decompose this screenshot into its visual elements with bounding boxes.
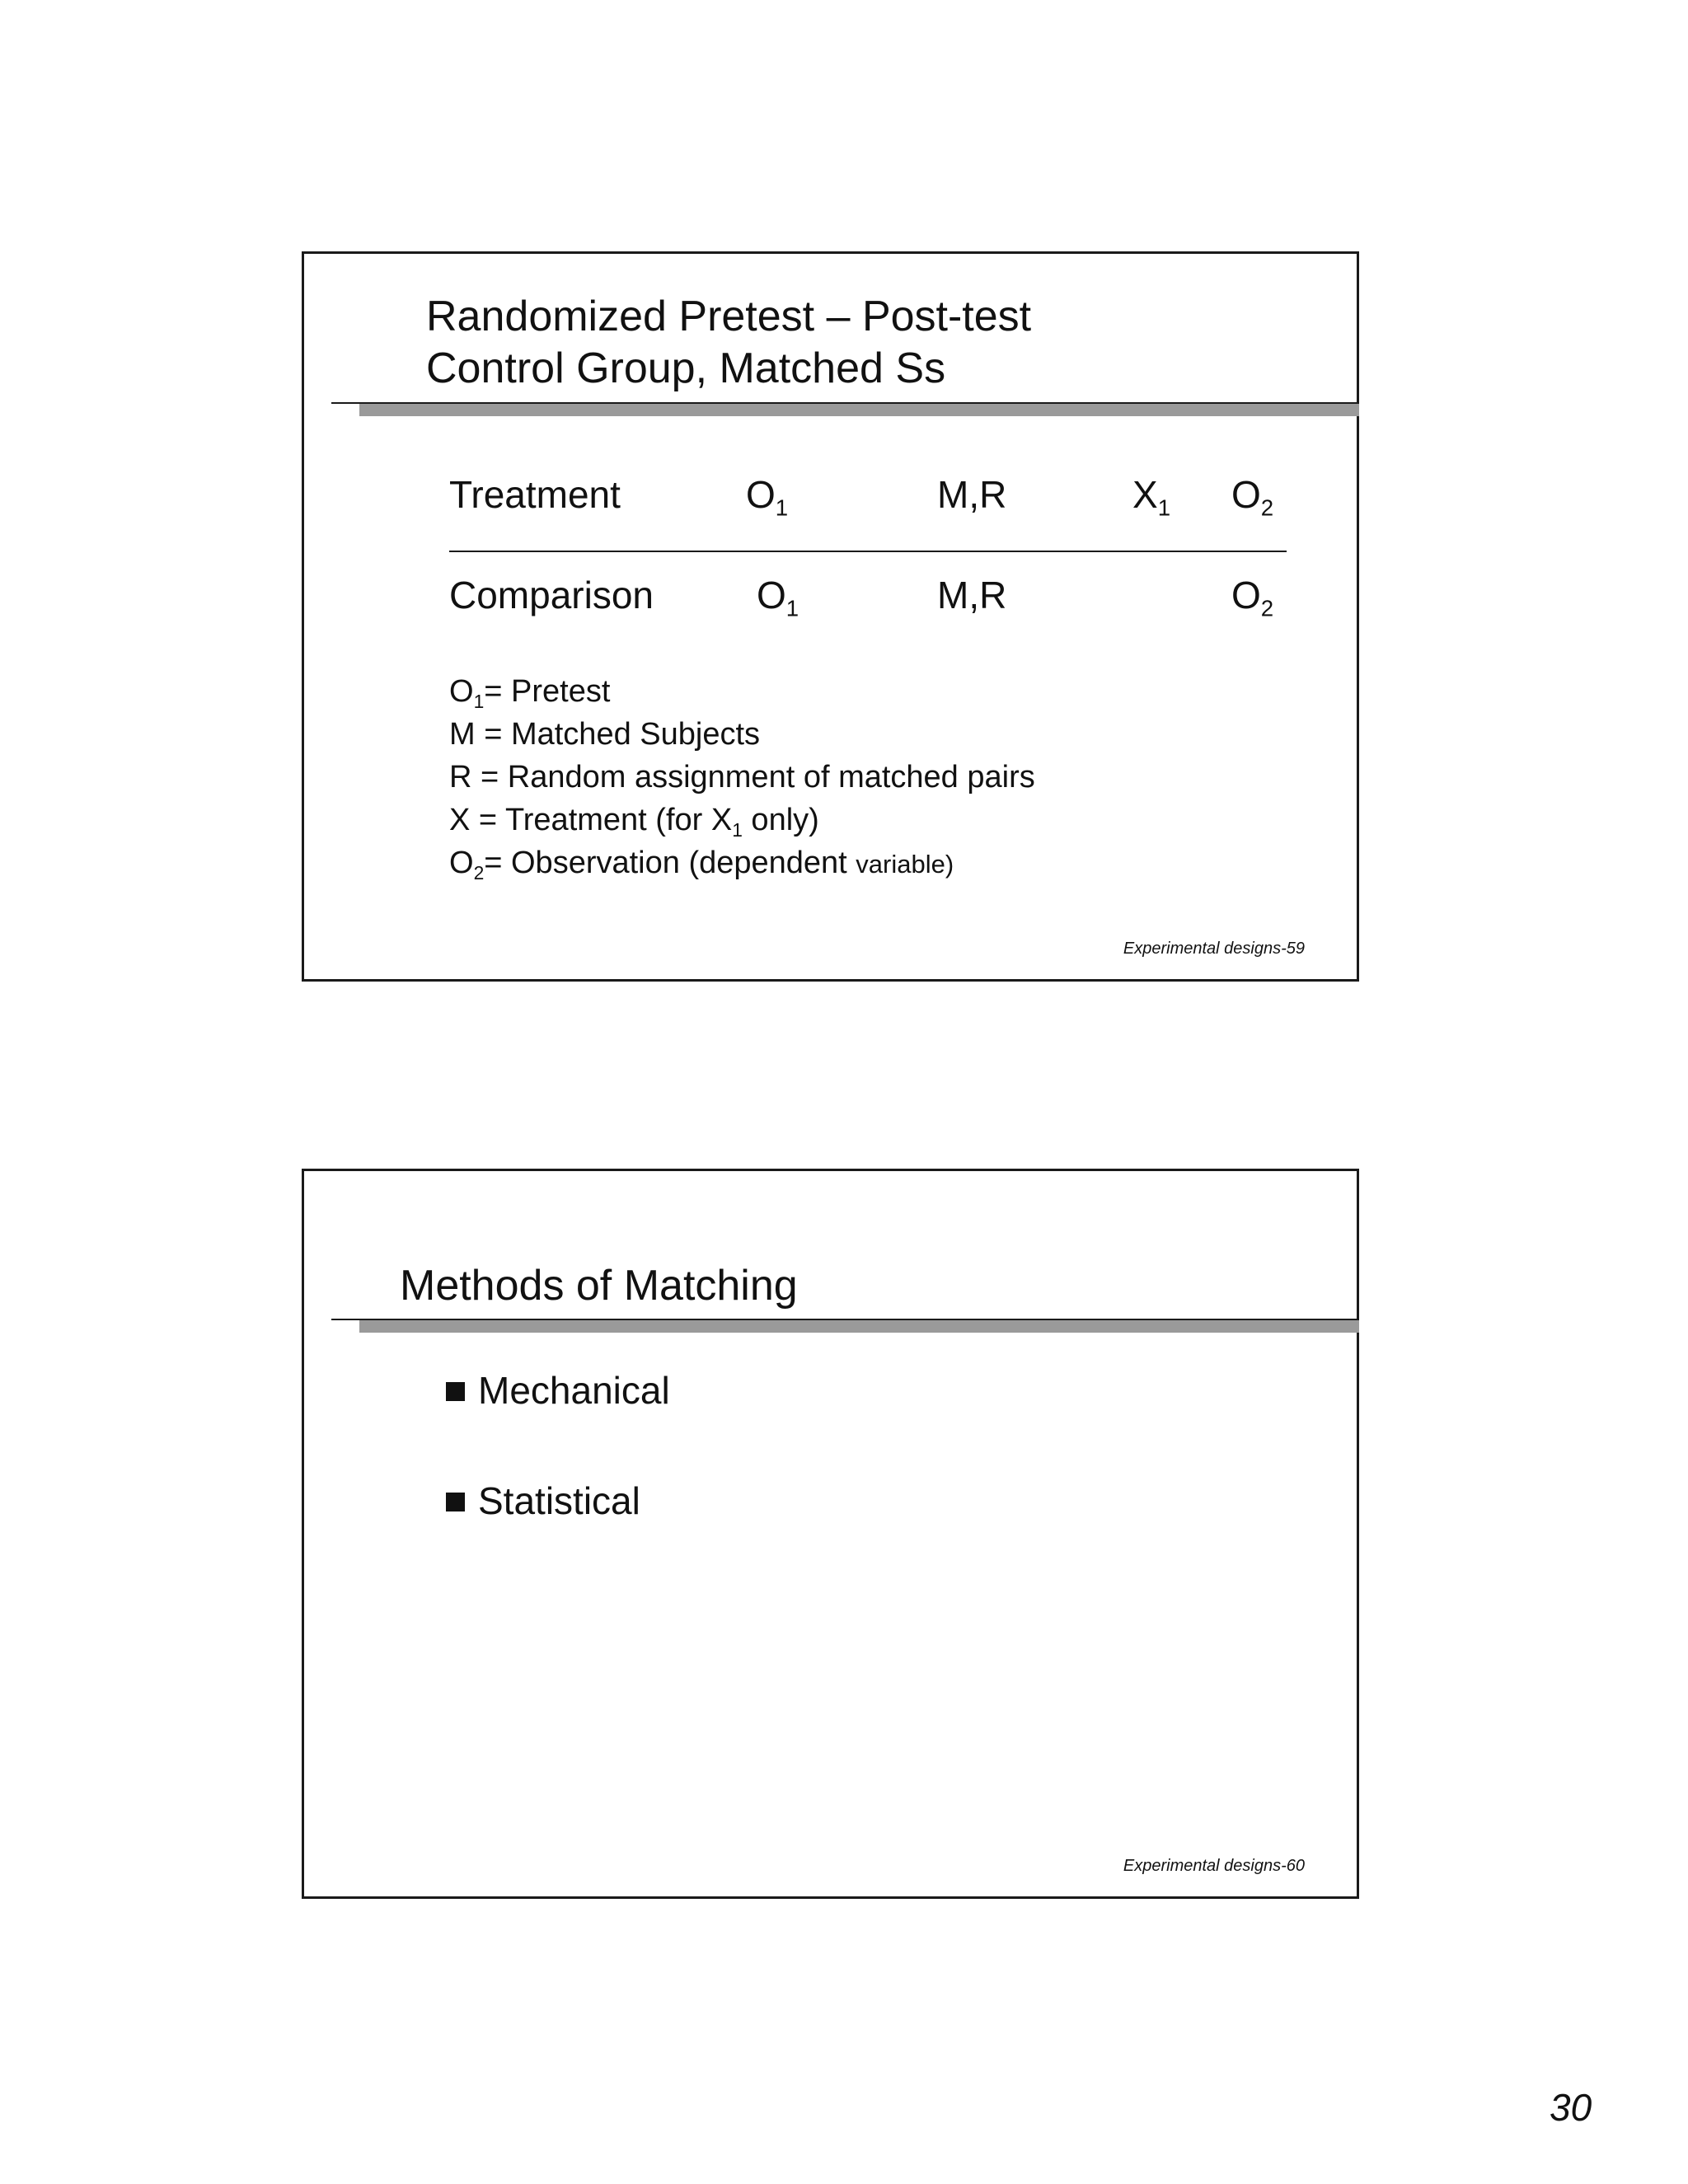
square-bullet-icon — [446, 1493, 465, 1511]
square-bullet-icon — [446, 1382, 465, 1401]
design-row-treatment — [449, 472, 1287, 530]
bullet-text: Statistical — [478, 1479, 640, 1522]
pretest-symbol: $O_1$ — [757, 574, 799, 621]
legend-observation: $O_2=$ Observation (dependent variable) — [449, 846, 954, 883]
matching-symbol: M,R — [937, 574, 1007, 616]
pretest-symbol: $O_1$ — [746, 473, 789, 521]
design-row-comparison — [449, 573, 1287, 630]
bullet-text: Mechanical — [478, 1369, 670, 1412]
row-label: Treatment — [449, 473, 621, 516]
slide-title — [426, 291, 1031, 395]
page-number: 30 — [1550, 2086, 1592, 2129]
slide-60 — [302, 1169, 1359, 1899]
group-divider — [449, 551, 1287, 552]
legend-matched: M = Matched Subjects — [449, 717, 761, 752]
legend-pretest: $O_1=$ Pretest — [449, 674, 611, 712]
list-item — [446, 1478, 670, 1588]
title-divider-bar — [359, 1320, 1359, 1333]
legend-treatment: X = Treatment (for $X_1$ only) — [449, 803, 819, 841]
notation-legend — [449, 670, 1035, 886]
title-line: Randomized Pretest – Post-test — [426, 293, 1032, 340]
matching-symbol: M,R — [937, 473, 1007, 516]
posttest-symbol: $O_2$ — [1231, 574, 1274, 621]
posttest-symbol: $O_2$ — [1231, 473, 1274, 521]
legend-random: R = Random assignment of matched pairs — [449, 760, 1035, 794]
design-notation — [449, 472, 1287, 674]
slide-footer: Experimental designs-60 — [1123, 1857, 1305, 1875]
slide-title — [400, 1260, 798, 1312]
title-line: Methods of Matching — [400, 1262, 798, 1310]
treatment-symbol: $X_1$ — [1132, 473, 1171, 521]
list-item — [446, 1367, 670, 1478]
bullet-list — [446, 1367, 670, 1588]
row-label: Comparison — [449, 574, 654, 616]
slide-59 — [302, 251, 1359, 982]
slide-footer: Experimental designs-59 — [1123, 940, 1305, 958]
title-line: Control Group, Matched Ss — [426, 344, 946, 392]
title-divider-bar — [359, 404, 1359, 416]
